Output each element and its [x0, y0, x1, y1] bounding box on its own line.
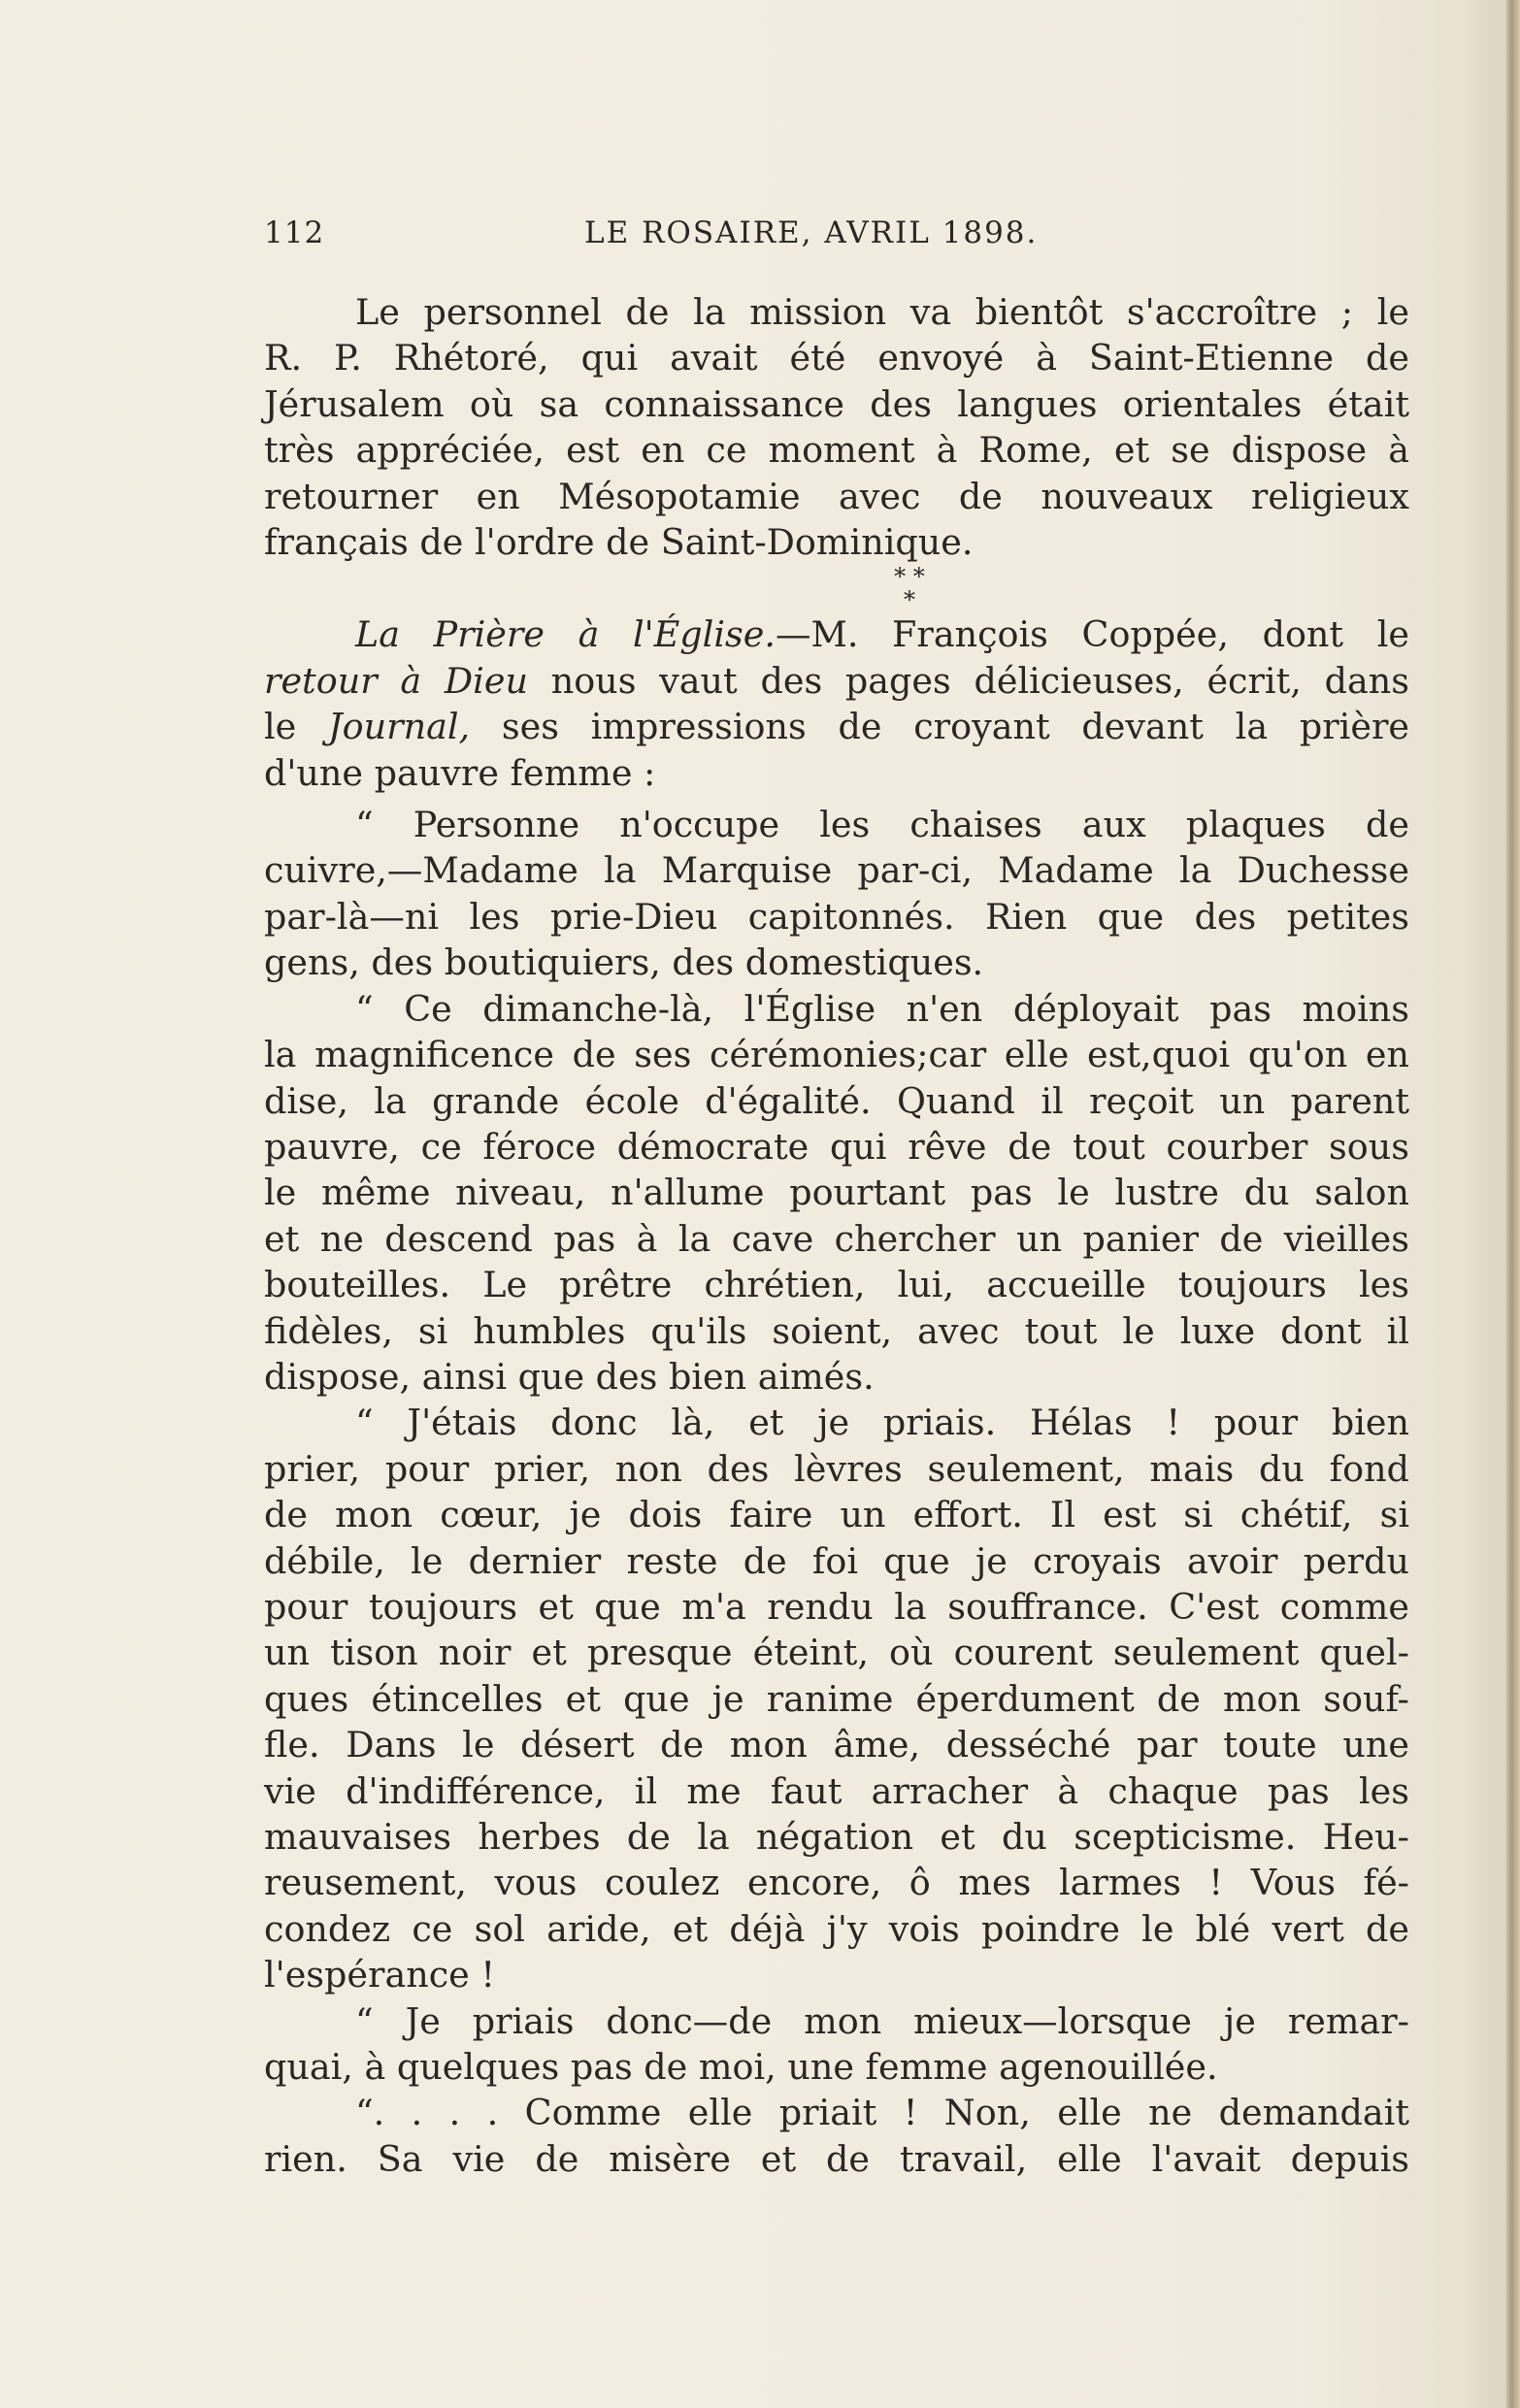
asterism-bottom: *: [904, 586, 915, 614]
running-title: LE ROSAIRE, AVRIL 1898.: [584, 215, 1039, 250]
text-line: le Journal, ses impressions de croyant devant la prière: [264, 706, 1409, 748]
text-line: ques étincelles et que je ranime éperdument de mon souf-: [264, 1677, 1409, 1720]
text-line: vie d'indifférence, il me faut arracher à chaque pas les: [264, 1769, 1409, 1812]
text-line: La Prière à l'Église.—M. François Coppée, dont le: [355, 613, 1409, 656]
body-text: [264, 289, 1409, 2182]
text-line: et ne descend pas à la cave chercher un panier de vieilles: [264, 1217, 1409, 1260]
text-line: “ Personne n'occupe les chaises aux plaques de: [355, 804, 1409, 846]
text-line: mauvaises herbes de la négation et du scepticisme. Heu-: [264, 1816, 1409, 1858]
text-line: cuivre,—Madame la Marquise par-ci, Madame la Duchesse: [264, 849, 1409, 892]
asterism: [264, 563, 1409, 614]
italic-journal: Journal,: [328, 706, 471, 748]
text-line: très appréciée, est en ce moment à Rome, et se dispose à: [264, 429, 1409, 472]
text-line: le même niveau, n'allume pourtant pas le lustre du salon: [264, 1171, 1409, 1214]
text-line: pour toujours et que m'a rendu la souffrance. C'est comme: [264, 1585, 1409, 1628]
text-line: Le personnel de la mission va bientôt s'accroître ; le: [355, 291, 1409, 333]
text-line: condez ce sol aride, et déjà j'y vois poindre le blé vert de: [264, 1907, 1409, 1950]
text-line: de mon cœur, je dois faire un effort. Il est si chétif, si: [264, 1494, 1409, 1536]
text-line: dispose, ainsi que des bien aimés.: [264, 1355, 875, 1398]
text-line: rien. Sa vie de misère et de travail, elle l'avait depuis: [264, 2137, 1409, 2180]
text-line: d'une pauvre femme :: [264, 751, 656, 794]
page-number: 112: [264, 215, 325, 250]
text-line: retourner en Mésopotamie avec de nouveaux religieux: [264, 475, 1409, 517]
text-line: “. . . . Comme elle priait ! Non, elle ne demandait: [355, 2092, 1409, 2134]
page-edge: [1506, 0, 1520, 2408]
text-line: français de l'ordre de Saint-Dominique.: [264, 521, 974, 564]
text-line: dise, la grande école d'égalité. Quand il reçoit un parent: [264, 1079, 1409, 1122]
text-line: fle. Dans le désert de mon âme, desséché par toute une: [264, 1724, 1409, 1766]
section-title: La Prière à l'Église.: [355, 613, 776, 656]
text-line: Jérusalem où sa connaissance des langues orientales était: [264, 382, 1409, 425]
text-line: reusement, vous coulez encore, ô mes larmes ! Vous fé-: [264, 1862, 1409, 1904]
italic-phrase: retour à Dieu: [264, 659, 528, 702]
text-line: “ J'étais donc là, et je priais. Hélas ! pour bien: [355, 1402, 1409, 1444]
text-line: la magnificence de ses cérémonies;car elle est,quoi qu'on en: [264, 1034, 1409, 1076]
running-header: [264, 215, 1409, 264]
text-line: bouteilles. Le prêtre chrétien, lui, accueille toujours les: [264, 1264, 1409, 1306]
text-line: fidèles, si humbles qu'ils soient, avec tout le luxe dont il: [264, 1309, 1409, 1352]
text-line: pauvre, ce féroce démocrate qui rêve de tout courber sous: [264, 1125, 1409, 1168]
text-line: prier, pour prier, non des lèvres seulement, mais du fond: [264, 1447, 1409, 1490]
text-line: un tison noir et presque éteint, où courent seulement quel-: [264, 1632, 1409, 1674]
text-line: gens, des boutiquiers, des domestiques.: [264, 941, 984, 984]
text-line: “ Ce dimanche-là, l'Église n'en déployait pas moins: [355, 987, 1409, 1030]
text-line: par-là—ni les prie-Dieu capitonnés. Rien que des petites: [264, 895, 1409, 938]
text-line: l'espérance !: [264, 1954, 496, 1996]
text-line: quai, à quelques pas de moi, une femme agenouillée.: [264, 2046, 1218, 2089]
text-line: “ Je priais donc—de mon mieux—lorsque je remar-: [355, 1999, 1409, 2042]
text-line: retour à Dieu nous vaut des pages délicieuses, écrit, dans: [264, 659, 1409, 702]
text-line: R. P. Rhétoré, qui avait été envoyé à Saint-Etienne de: [264, 337, 1409, 379]
asterism-top: * *: [894, 563, 925, 591]
text-line: débile, le dernier reste de foi que je croyais avoir perdu: [264, 1539, 1409, 1582]
